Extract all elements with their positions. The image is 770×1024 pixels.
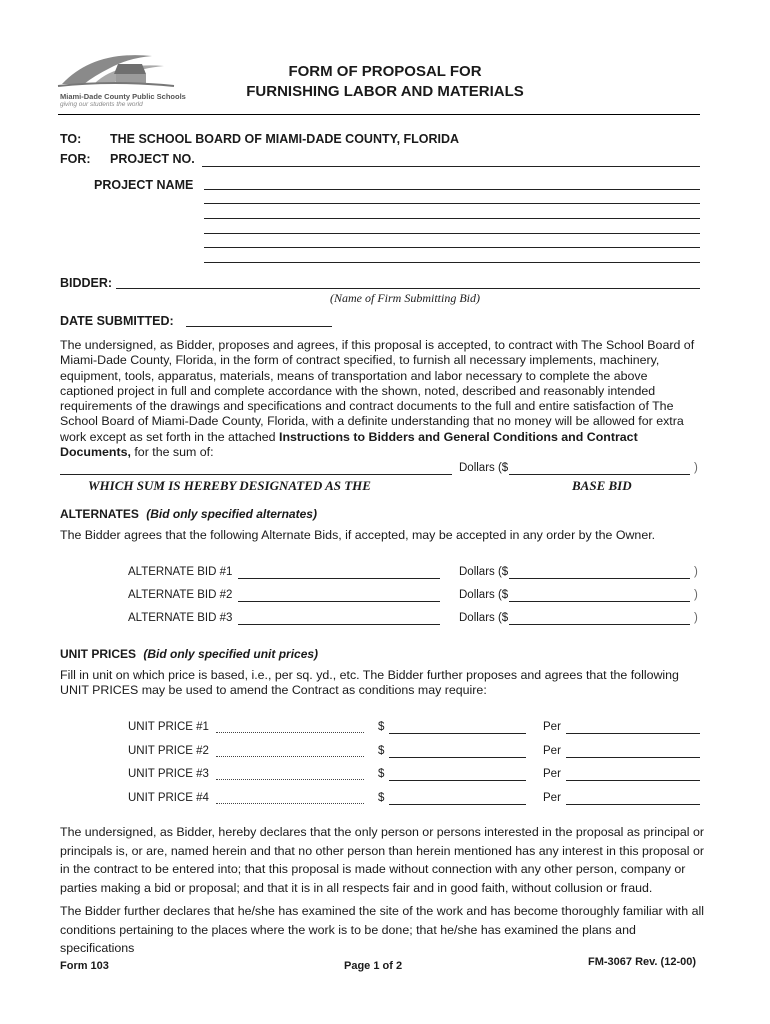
- intro-end-text: for the sum of:: [130, 445, 214, 460]
- unit-price-amount-field[interactable]: [389, 780, 526, 781]
- alternates-heading: ALTERNATES: [60, 507, 139, 521]
- unit-price-per-label: Per: [543, 768, 561, 780]
- unit-price-amount-field[interactable]: [389, 804, 526, 805]
- project-name-field-2[interactable]: [204, 203, 700, 204]
- unit-prices-text: Fill in unit on which price is based, i.e., per sq. yd., etc. The Bidder further proposes and agrees that the following UNIT PRICES may be used to amend the Contract as conditions may require:: [60, 668, 679, 698]
- declaration-paragraph-1: The undersigned, as Bidder, hereby declares that the only person or persons interested in the proposal as principal or principals is, or are, named herein and that no other person than herein mentioned has any interest in this proposal or in the contract to be entered into; that this proposal is made without connection with any other person, company or parties making a bid or proposal; and that it is in all respects fair and in good faith, without collusion or fraud.: [60, 825, 705, 895]
- intro-text: The undersigned, as Bidder, proposes and agrees, if this proposal is accepted, to contract with The School Board of Miami-Dade County, Florida, in the form of contract specified, to furnish all necessary implements, machinery, equipment, tools, apparatus, materials, means of transportation and labor necessary to complete the above captioned project in full and complete accordance with the shown, noted, described and reasonably intended requirements of the drawings and specifications and contract documents to the full and entire satisfaction of The School Board of Miami-Dade County, Florida, with a definite understanding that no money will be allowed for extra work except as set forth in the attached: [60, 338, 695, 444]
- footer-form-number: Form 103: [60, 960, 109, 972]
- unit-price-label: UNIT PRICE #1: [128, 721, 209, 733]
- project-name-field-6[interactable]: [204, 262, 700, 263]
- alternate-bid-dollars-label: Dollars ($: [459, 612, 509, 624]
- form-title-line-1: FORM OF PROPOSAL FOR: [288, 63, 482, 80]
- alternate-bid-label: ALTERNATE BID #1: [128, 566, 233, 578]
- project-no-label: PROJECT NO.: [110, 152, 195, 166]
- unit-price-per-label: Per: [543, 721, 561, 733]
- unit-price-currency: $: [378, 792, 385, 804]
- unit-price-per-label: Per: [543, 745, 561, 757]
- date-submitted-label: DATE SUBMITTED:: [60, 314, 174, 328]
- to-label: TO:: [60, 132, 82, 146]
- bidder-caption: (Name of Firm Submitting Bid): [330, 291, 480, 305]
- unit-price-per-field[interactable]: [566, 733, 700, 734]
- unit-price-per-field[interactable]: [566, 804, 700, 805]
- alternate-bid-desc-field[interactable]: [238, 624, 440, 625]
- base-bid-label: BASE BID: [572, 478, 632, 493]
- unit-price-label: UNIT PRICE #4: [128, 792, 209, 804]
- unit-price-currency: $: [378, 721, 385, 733]
- unit-price-unit-field[interactable]: [216, 779, 364, 780]
- unit-price-currency: $: [378, 768, 385, 780]
- base-bid-dollars-label: Dollars ($: [459, 462, 509, 474]
- base-bid-amount-field[interactable]: [509, 474, 690, 475]
- unit-prices-heading: UNIT PRICES: [60, 647, 137, 661]
- footer-revision: FM-3067 Rev. (12-00): [588, 956, 697, 968]
- alternate-bid-desc-field[interactable]: [238, 601, 440, 602]
- alternate-bid-dollars-label: Dollars ($: [459, 589, 509, 601]
- designated-text: WHICH SUM IS HEREBY DESIGNATED AS THE: [88, 478, 371, 493]
- for-label: FOR:: [60, 152, 91, 166]
- bidder-name-field[interactable]: [116, 288, 700, 289]
- project-name-field-5[interactable]: [204, 247, 700, 248]
- unit-prices-heading-note: (Bid only specified unit prices): [143, 647, 319, 661]
- unit-price-per-label: Per: [543, 792, 561, 804]
- unit-price-label: UNIT PRICE #2: [128, 745, 209, 757]
- alternates-heading-note: (Bid only specified alternates): [146, 507, 317, 521]
- unit-price-per-field[interactable]: [566, 780, 700, 781]
- unit-price-unit-field[interactable]: [216, 756, 364, 757]
- logo-tagline: giving our students the world: [60, 101, 143, 108]
- footer-page-number: Page 1 of 2: [344, 960, 403, 972]
- alternates-heading-row: [60, 507, 317, 521]
- base-bid-words-field[interactable]: [60, 474, 452, 475]
- project-name-label: PROJECT NAME: [94, 178, 194, 192]
- alternate-bid-amount-field[interactable]: [509, 624, 690, 625]
- to-value: THE SCHOOL BOARD OF MIAMI-DADE COUNTY, FLORIDA: [110, 132, 460, 146]
- alternate-bid-close-paren: ): [694, 589, 698, 601]
- project-name-field-4[interactable]: [204, 233, 700, 234]
- unit-price-label: UNIT PRICE #3: [128, 768, 209, 780]
- date-submitted-field[interactable]: [186, 326, 332, 327]
- intro-paragraph: [60, 338, 702, 460]
- base-bid-close-paren: ): [694, 462, 698, 474]
- intro-bold-text: Instructions to Bidders and General Conditions and Contract Documents,: [60, 429, 638, 460]
- alternate-bid-dollars-label: Dollars ($: [459, 566, 509, 578]
- header-rule: [58, 114, 700, 115]
- unit-price-currency: $: [378, 745, 385, 757]
- logo-org-name: Miami-Dade County Public Schools: [60, 92, 186, 101]
- alternate-bid-label: ALTERNATE BID #2: [128, 589, 233, 601]
- project-name-field-1[interactable]: [204, 189, 700, 190]
- alternate-bid-label: ALTERNATE BID #3: [128, 612, 233, 624]
- unit-price-unit-field[interactable]: [216, 803, 364, 804]
- form-title-line-2: FURNISHING LABOR AND MATERIALS: [246, 83, 524, 100]
- unit-prices-heading-row: [60, 647, 318, 661]
- unit-price-per-field[interactable]: [566, 757, 700, 758]
- alternates-text: The Bidder agrees that the following Alternate Bids, if accepted, may be accepted in any order by the Owner.: [60, 528, 656, 542]
- project-name-field-3[interactable]: [204, 218, 700, 219]
- unit-price-unit-field[interactable]: [216, 732, 364, 733]
- alternate-bid-close-paren: ): [694, 566, 698, 578]
- school-building-icon: [54, 44, 180, 92]
- unit-price-amount-field[interactable]: [389, 733, 526, 734]
- project-no-field[interactable]: [202, 166, 700, 167]
- alternate-bid-amount-field[interactable]: [509, 578, 690, 579]
- declaration-paragraph-2: The Bidder further declares that he/she has examined the site of the work and has become thoroughly familiar with all conditions pertaining to the places where the work is to be done; that he/she has examined the plans and specifications: [60, 904, 704, 956]
- bidder-label: BIDDER:: [60, 276, 113, 290]
- alternate-bid-amount-field[interactable]: [509, 601, 690, 602]
- unit-price-amount-field[interactable]: [389, 757, 526, 758]
- alternate-bid-desc-field[interactable]: [238, 578, 440, 579]
- district-logo: [54, 44, 186, 110]
- alternate-bid-close-paren: ): [694, 612, 698, 624]
- form-title: [225, 62, 545, 102]
